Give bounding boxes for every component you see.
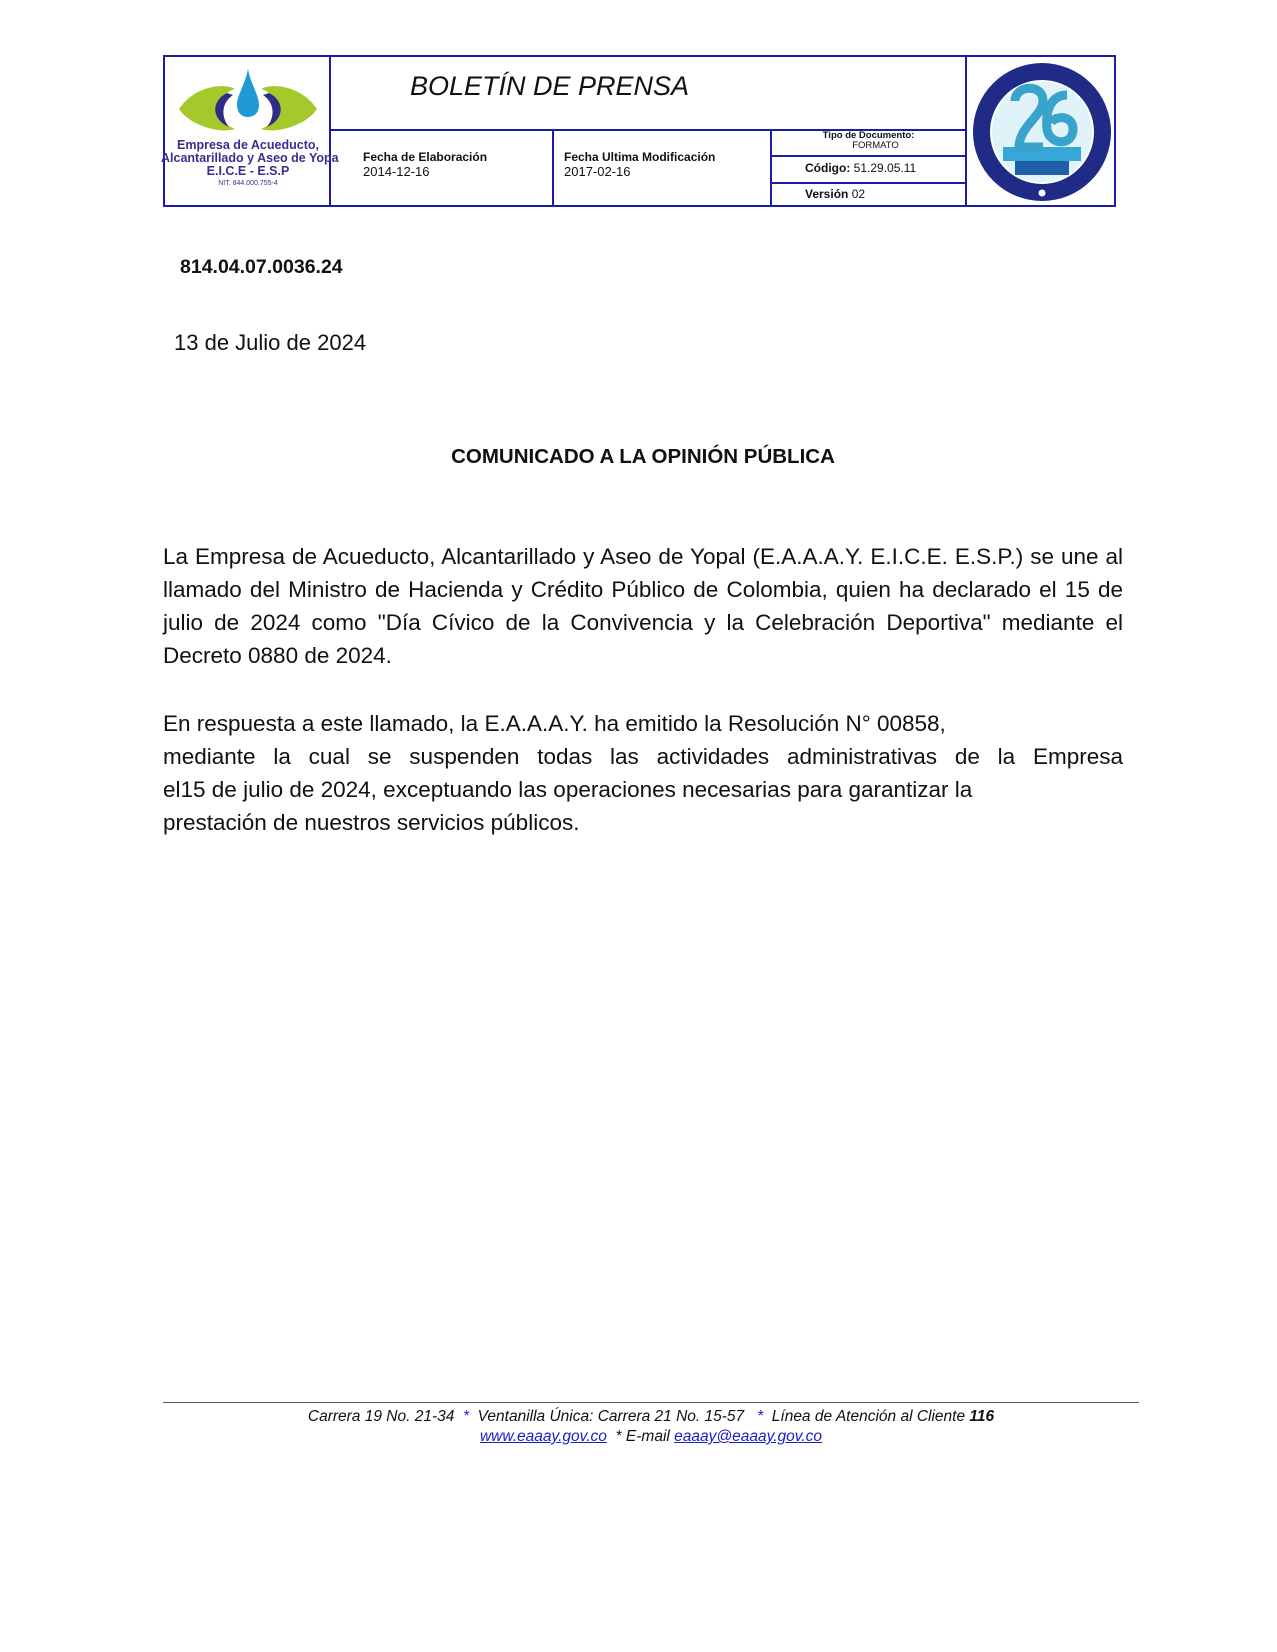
body-paragraph-2-line-1: En respuesta a este llamado, la E.A.A.A.Y. ha emitido la Resolución N° 00858, [163,711,946,736]
footer-separator: * [462,1408,470,1425]
bulletin-title: BOLETÍN DE PRENSA [409,71,690,101]
footer-email-label: E-mail [625,1428,670,1445]
reference-number: 814.04.07.0036.24 [180,256,343,278]
body-paragraph-2-line-2: mediante la cual se suspenden todas las actividades administrativas de la Empresa [163,744,1123,769]
footer-address-line [163,1408,1139,1426]
tipo-documento [772,131,965,151]
tipo-documento-label: Tipo de Documento: [822,130,915,141]
version-label: Versión [805,187,849,201]
logo-name-line2: Alcantarillado y Aseo de Yopa [161,151,339,165]
codigo-value: 51.29.05.11 [853,161,917,175]
logo-name-line3: E.I.C.E - E.S.P [206,164,290,178]
footer-divider [163,1402,1139,1403]
footer-address: Carrera 19 No. 21-34 [307,1408,455,1425]
footer-linea-number: 116 [969,1408,995,1425]
version-value: 02 [851,187,866,201]
fecha-modificacion-value: 2017-02-16 [564,164,631,179]
document-date: 13 de Julio de 2024 [174,330,367,355]
codigo [805,161,916,175]
fecha-elaboracion-label: Fecha de Elaboración [363,150,488,164]
water-drop-logo-icon [175,67,321,139]
codigo-label: Código: [805,161,851,175]
email-link[interactable]: eaaay@eaaay.gov.co [674,1428,823,1445]
fecha-modificacion [564,150,715,179]
website-link[interactable]: www.eaaay.gov.co [479,1428,607,1445]
footer-linea-label: Línea de Atención al Cliente [771,1408,966,1425]
body-paragraph-1: La Empresa de Acueducto, Alcantarillado y Aseo de Yopal (E.A.A.A.Y. E.I.C.E. E.S.P.) se une al llamado del Ministro de Hacienda y Crédito Público de Colombia, quien ha declarado el 15 de julio de 2024 como "Día Cívico de la Convivencia y la Celebración Deportiva" mediante el Decreto 0880 de 2024. [163,544,1123,668]
divider [770,155,967,157]
tipo-documento-value: FORMATO [852,140,899,151]
divider [552,129,554,205]
footer-separator: * [757,1408,764,1425]
logo-nit: NIT. 844.000.755-4 [218,180,278,187]
footer-ventanilla: Ventanilla Única: Carrera 21 No. 15-57 [477,1408,745,1425]
footer-contact-line [163,1428,1139,1446]
body-paragraph-2-line-3: el15 de julio de 2024, exceptuando las operaciones necesarias para garantizar la [163,777,973,802]
document-heading: COMUNICADO A LA OPINIÓN PÚBLICA [451,445,835,468]
fecha-modificacion-label: Fecha Ultima Modificación [564,150,716,164]
company-logo [161,57,339,205]
document-header-table [163,55,1116,207]
fecha-elaboracion-value: 2014-12-16 [363,164,430,179]
logo-name-line1: Empresa de Acueducto, [177,138,319,152]
footer-separator: * [615,1428,622,1445]
version [805,187,865,201]
company-seal-icon [971,61,1113,203]
body-paragraph-2-line-4: prestación de nuestros servicios públicos. [163,810,580,835]
divider [770,182,967,184]
fecha-elaboracion [363,150,487,179]
